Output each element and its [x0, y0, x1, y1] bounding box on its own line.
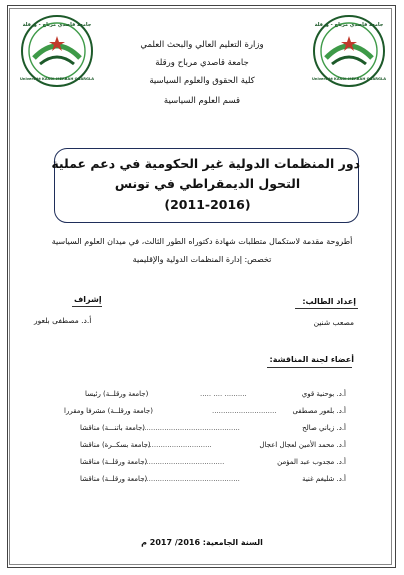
- committee-member-dots: ............................................: [142, 475, 240, 483]
- committee-member-name: أ.د. بلعور مصطفى: [292, 407, 346, 415]
- committee-member-name: أ.د. شليغم غنية: [302, 475, 346, 483]
- committee-member-dots: ............................................: [142, 424, 240, 432]
- academic-year: السنة الجامعية: 2016/ 2017 م: [141, 538, 263, 547]
- ministry-name: وزارة التعليم العالي والبحث العلمي: [140, 40, 264, 50]
- thesis-specialization: تخصص: إدارة المنظمات الدولية والإقليمية: [132, 255, 272, 264]
- department-name: قسم العلوم السياسية: [163, 96, 241, 106]
- logo-latin-text: Université KASDI-MERBAH OUARGLA: [312, 77, 386, 81]
- logo-arabic-text: جامعة قاصدي مرباح - ورقلة: [314, 22, 384, 28]
- university-name: جامعة قاصدي مرباح ورقلة: [155, 58, 249, 68]
- committee-heading-underline: [267, 367, 352, 368]
- committee-member-dots: .....................................: [142, 458, 225, 466]
- committee-member-role: (جامعة ورقلــة) مناقشا: [80, 458, 148, 466]
- supervision-label: إشراف: [74, 295, 102, 304]
- committee-member-name: أ.د. زياني صالح: [302, 424, 346, 432]
- committee-member-dots: .............................: [212, 407, 277, 415]
- supervisor-name: أ.د. مصطفى بلعور: [34, 316, 92, 325]
- committee-member-name: أ.د. محمد الأمين لعجال اعجال: [259, 441, 346, 449]
- prepared-label-underline: [295, 308, 358, 309]
- thesis-title-years: (2011-2016): [164, 197, 251, 212]
- faculty-name: كلية الحقوق والعلوم السياسية: [149, 76, 255, 86]
- committee-member-name: أ.د. مجدوب عبد المؤمن: [277, 458, 346, 466]
- thesis-title-line-2: التحول الديمقراطي في تونس: [114, 176, 301, 191]
- committee-member-role: (جامعة باتنـــة) مناقشا: [80, 424, 146, 432]
- title-box: [51, 148, 360, 223]
- prepared-by-label: إعداد الطالب:: [302, 297, 356, 306]
- supervision-label-underline: [72, 306, 102, 307]
- committee-member-name: أ.د. بوحنية قوي: [301, 390, 346, 398]
- committee-member-role: (جامعة ورقلــة) مشرفا ومقررا: [64, 407, 153, 415]
- committee-member-role: (جامعة ورقلــة) مناقشا: [80, 475, 148, 483]
- student-name: مصعب شنين: [313, 318, 354, 327]
- thesis-title-line-1: دور المنظمات الدولية غير الحكومية في دعم عملية: [51, 156, 360, 171]
- committee-member-role: (جامعة ورقلــة) رئيسا: [85, 390, 149, 398]
- committee-member-dots: ..... .... ..........: [200, 390, 247, 398]
- thesis-description: أطروحة مقدمة لاستكمال متطلبات شهادة دكتوراه الطور الثالث، في ميدان العلوم السياسية: [51, 237, 353, 246]
- logo-latin-text: Université KASDI-MERBAH OUARGLA: [20, 77, 94, 81]
- committee-member-dots: ..............................: [145, 441, 212, 449]
- logo-arabic-text: جامعة قاصدي مرباح - ورقلة: [22, 22, 92, 28]
- committee-member-role: (جامعة بسكــرة) مناقشا: [80, 441, 151, 449]
- committee-heading: أعضاء لجنة المناقشة:: [269, 355, 354, 364]
